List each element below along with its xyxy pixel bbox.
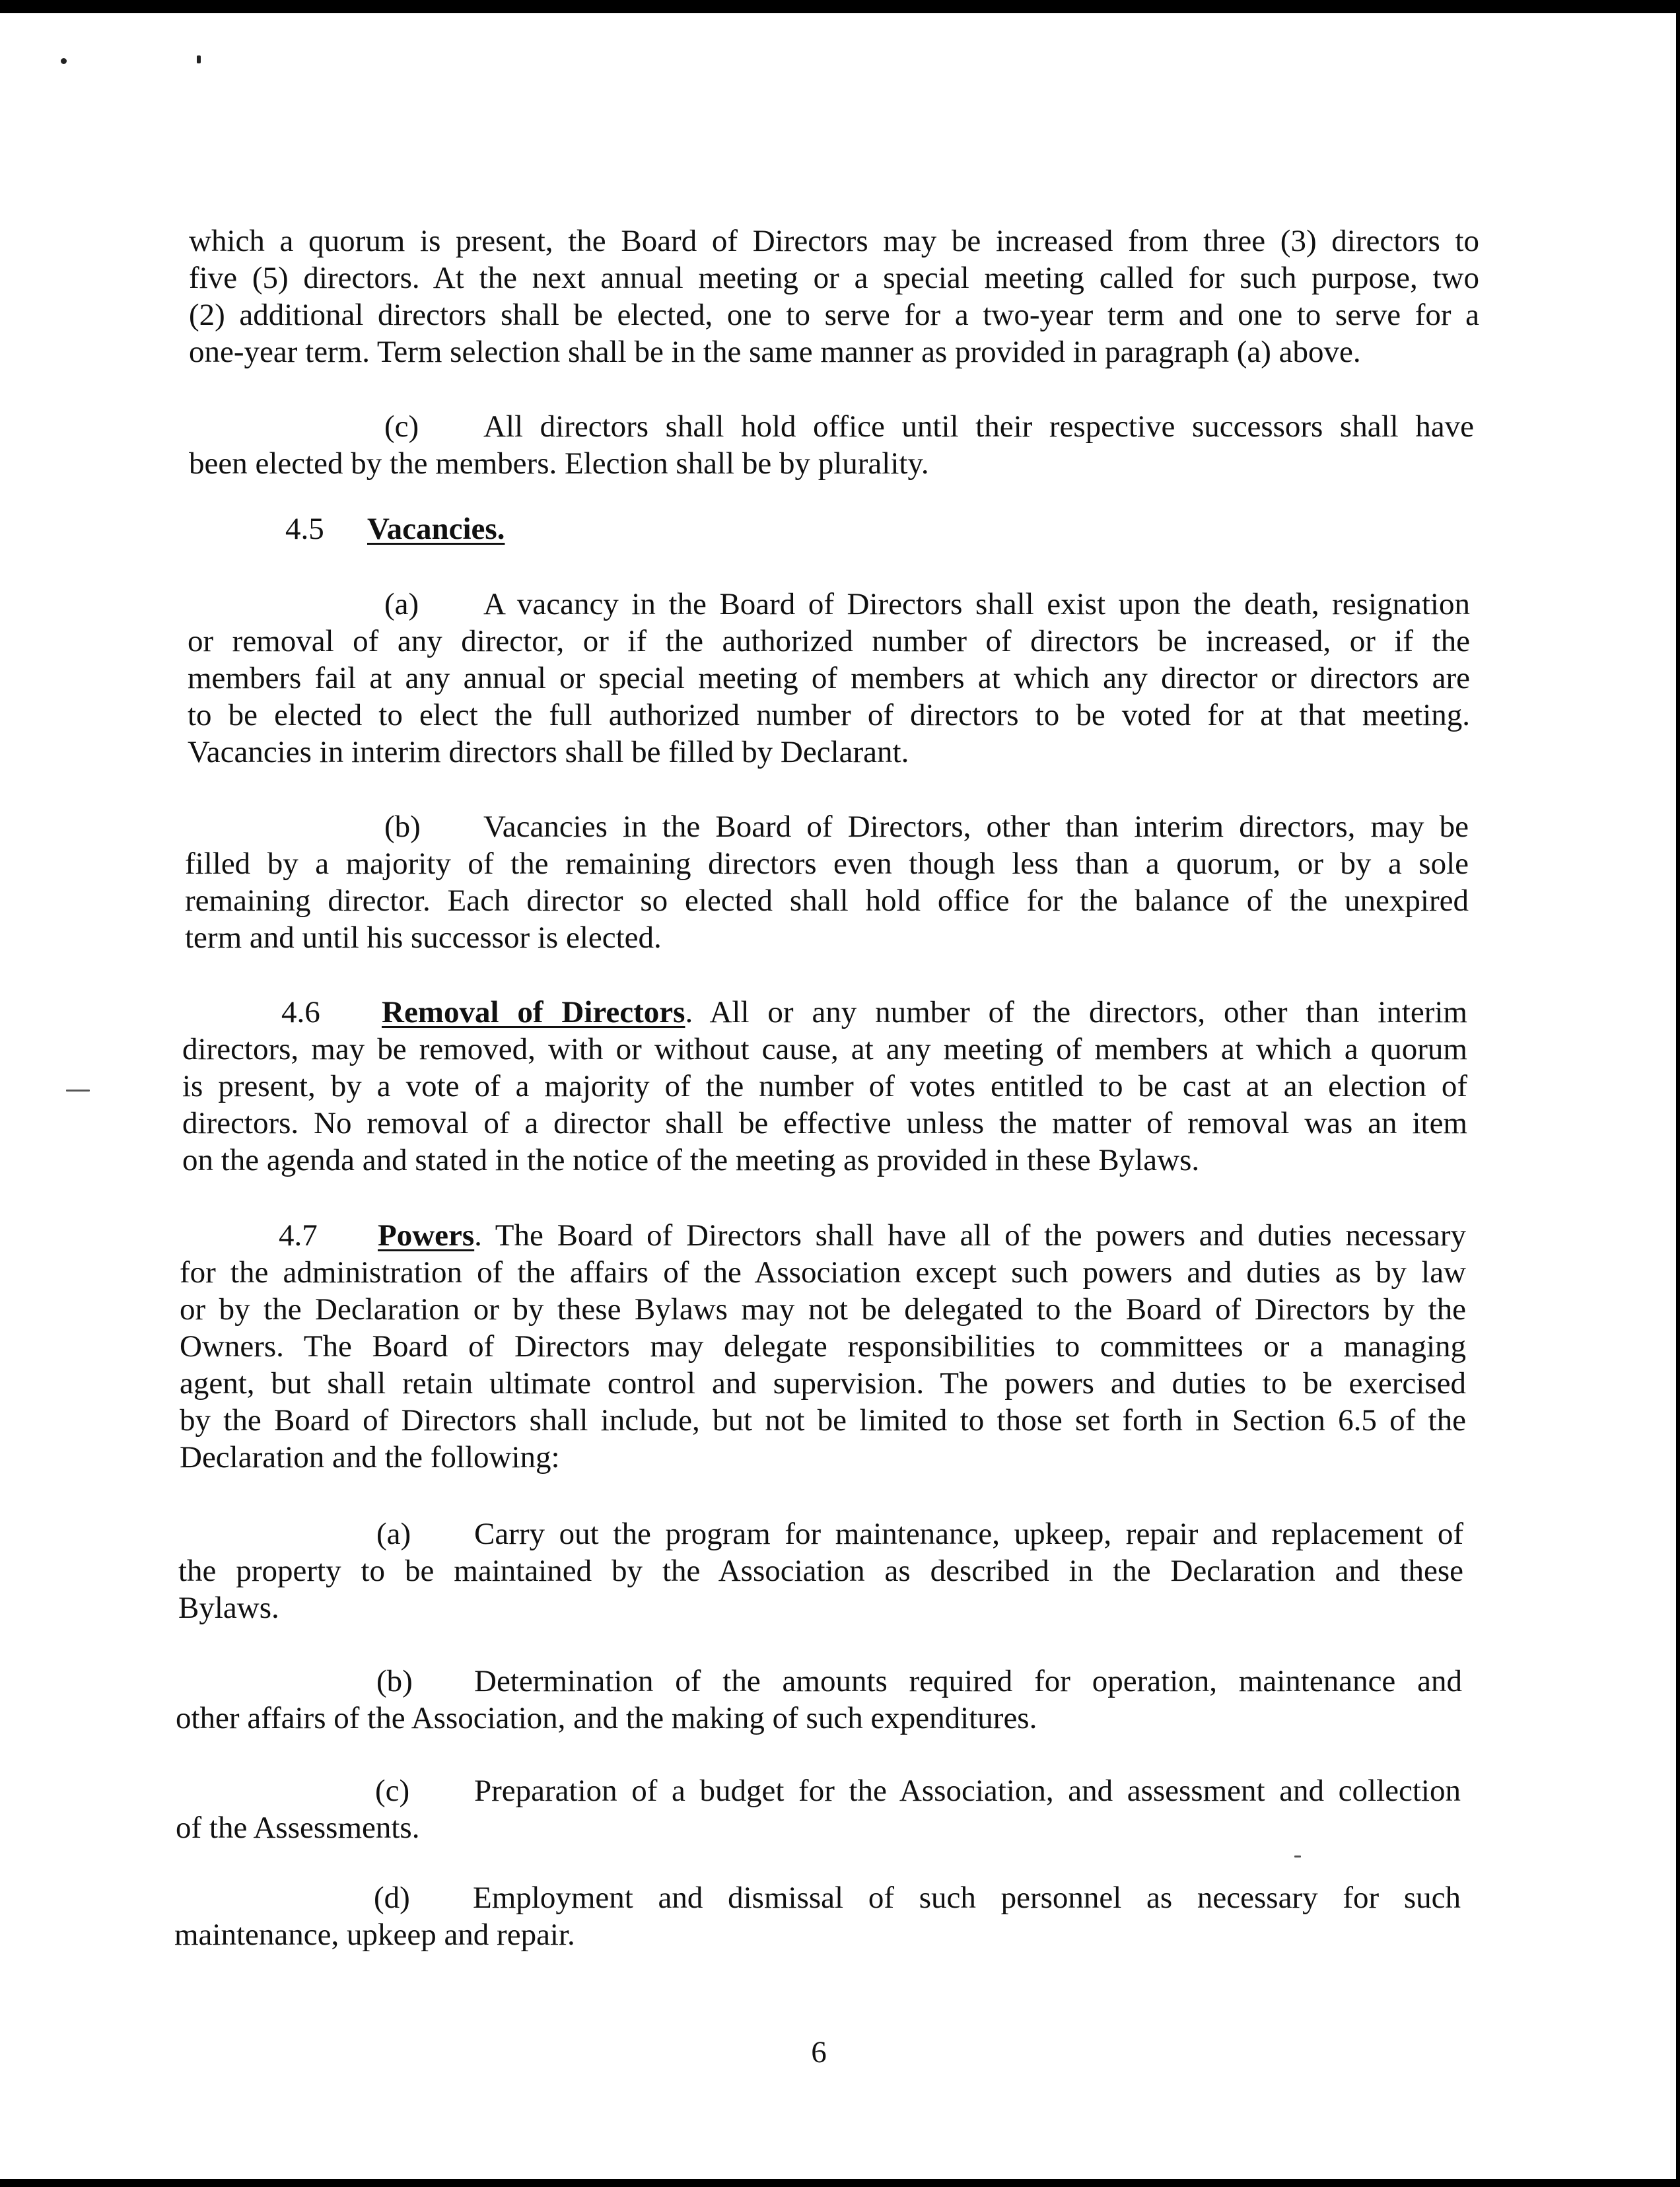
text-line xyxy=(185,808,1469,845)
section-title: Powers xyxy=(378,1218,475,1253)
text-line xyxy=(178,1515,1463,1552)
text-line: is present, by a vote of a majority of the number of votes entitled to be cast at an election of xyxy=(182,1069,1467,1103)
paragraph-4-7-d xyxy=(174,1879,1461,1953)
text-line: been elected by the members. Election shall be by plurality. xyxy=(189,446,929,481)
text-line: Vacancies in interim directors shall be filled by Declarant. xyxy=(188,735,909,769)
scan-edge-bottom xyxy=(0,2179,1680,2187)
text-line: remaining director. Each director so elected shall hold office for the balance of the unexpired xyxy=(185,884,1469,918)
text-line: on the agenda and stated in the notice of the meeting as provided in these Bylaws. xyxy=(182,1143,1200,1177)
text-span: Vacancies in the Board of Directors, other than interim directors, may be xyxy=(483,810,1469,844)
heading-line xyxy=(285,510,814,547)
text-line: Owners. The Board of Directors may delegate responsibilities to committees or a managing xyxy=(180,1329,1466,1364)
item-label: (b) xyxy=(376,1664,413,1698)
text-line: one-year term. Term selection shall be in the same manner as provided in paragraph (a) above. xyxy=(189,335,1361,369)
section-title: Removal of Directors xyxy=(382,995,685,1029)
text-line: the property to be maintained by the Association as described in the Declaration and these xyxy=(178,1554,1463,1588)
text-span: Employment and dismissal of such personnel as necessary for such xyxy=(473,1881,1461,1915)
paragraph-4-5-b xyxy=(185,808,1469,956)
section-number: 4.5 xyxy=(285,512,324,546)
text-line: directors, may be removed, with or without cause, at any meeting of members at which a quorum xyxy=(182,1032,1467,1066)
item-label: (d) xyxy=(374,1881,410,1915)
text-line xyxy=(176,1772,1461,1809)
text-line: Bylaws. xyxy=(178,1591,279,1625)
text-line: maintenance, upkeep and repair. xyxy=(174,1918,575,1952)
text-line: members fail at any annual or special meeting of members at which any director or directors are xyxy=(188,661,1470,695)
paragraph-continued xyxy=(189,223,1479,370)
paragraph-4-5-a xyxy=(188,586,1470,771)
page-number: 6 xyxy=(811,2035,827,2069)
item-label: (a) xyxy=(376,1517,411,1551)
text-span: Preparation of a budget for the Association, and assessment and collection xyxy=(474,1774,1461,1808)
text-span: Carry out the program for maintenance, upkeep, repair and replacement of xyxy=(474,1517,1463,1551)
text-span: All directors shall hold office until their respective successors shall have xyxy=(483,409,1474,444)
text-line: or by the Declaration or by these Bylaws may not be delegated to the Board of Directors by the xyxy=(180,1292,1466,1327)
scan-edge-right xyxy=(1676,0,1680,2187)
text-span: A vacancy in the Board of Directors shall exist upon the death, resignation xyxy=(483,587,1470,621)
scan-speck xyxy=(197,55,201,63)
text-line: filled by a majority of the remaining directors even though less than a quorum, or by a sole xyxy=(185,847,1469,881)
text-line xyxy=(174,1879,1461,1916)
item-label: (a) xyxy=(384,587,419,621)
text-line: five (5) directors. At the next annual meeting or a special meeting called for such purpose, two xyxy=(189,261,1479,295)
text-span: Determination of the amounts required for operation, maintenance and xyxy=(474,1664,1462,1698)
section-4-7 xyxy=(180,1217,1466,1476)
text-line xyxy=(188,586,1470,623)
text-line: (2) additional directors shall be elected, one to serve for a two-year term and one to serve for a xyxy=(189,298,1479,332)
section-number: 4.7 xyxy=(279,1218,318,1253)
text-span: . The Board of Directors shall have all of the powers and duties necessary xyxy=(474,1218,1466,1253)
scan-speck xyxy=(61,58,67,64)
item-label: (c) xyxy=(384,409,419,444)
text-line xyxy=(180,1217,1466,1254)
text-line xyxy=(189,408,1474,445)
paragraph-4-7-c xyxy=(176,1772,1461,1846)
scan-speck xyxy=(66,1090,90,1092)
text-line: directors. No removal of a director shall be effective unless the matter of removal was an item xyxy=(182,1106,1467,1140)
paragraph-4-7-a xyxy=(178,1515,1463,1626)
text-line: term and until his successor is elected. xyxy=(185,920,662,955)
text-line xyxy=(176,1663,1462,1700)
item-label: (b) xyxy=(384,810,421,844)
section-title: Vacancies. xyxy=(367,512,505,546)
paragraph-4-4-c xyxy=(189,408,1474,482)
section-number: 4.6 xyxy=(281,995,320,1029)
scan-edge-top xyxy=(0,0,1680,13)
paragraph-4-7-b xyxy=(176,1663,1462,1737)
section-4-6 xyxy=(182,994,1467,1179)
section-4-5-heading xyxy=(285,510,814,547)
text-line: Declaration and the following: xyxy=(180,1440,560,1475)
scan-speck xyxy=(1294,1856,1301,1857)
text-line: by the Board of Directors shall include, but not be limited to those set forth in Section 6.5 of the xyxy=(180,1403,1466,1438)
text-line: or removal of any director, or if the authorized number of directors be increased, or if the xyxy=(188,624,1470,658)
text-line: other affairs of the Association, and the making of such expenditures. xyxy=(176,1701,1037,1735)
text-line: for the administration of the affairs of the Association except such powers and duties as by law xyxy=(180,1255,1466,1290)
text-line: agent, but shall retain ultimate control and supervision. The powers and duties to be exercised xyxy=(180,1366,1466,1401)
text-span: . All or any number of the directors, other than interim xyxy=(685,995,1467,1029)
text-line: which a quorum is present, the Board of Directors may be increased from three (3) directors to xyxy=(189,224,1479,258)
text-line xyxy=(182,994,1467,1031)
text-line: to be elected to elect the full authorized number of directors to be voted for at that meeting. xyxy=(188,698,1470,732)
item-label: (c) xyxy=(375,1774,410,1808)
text-line: of the Assessments. xyxy=(176,1811,420,1845)
